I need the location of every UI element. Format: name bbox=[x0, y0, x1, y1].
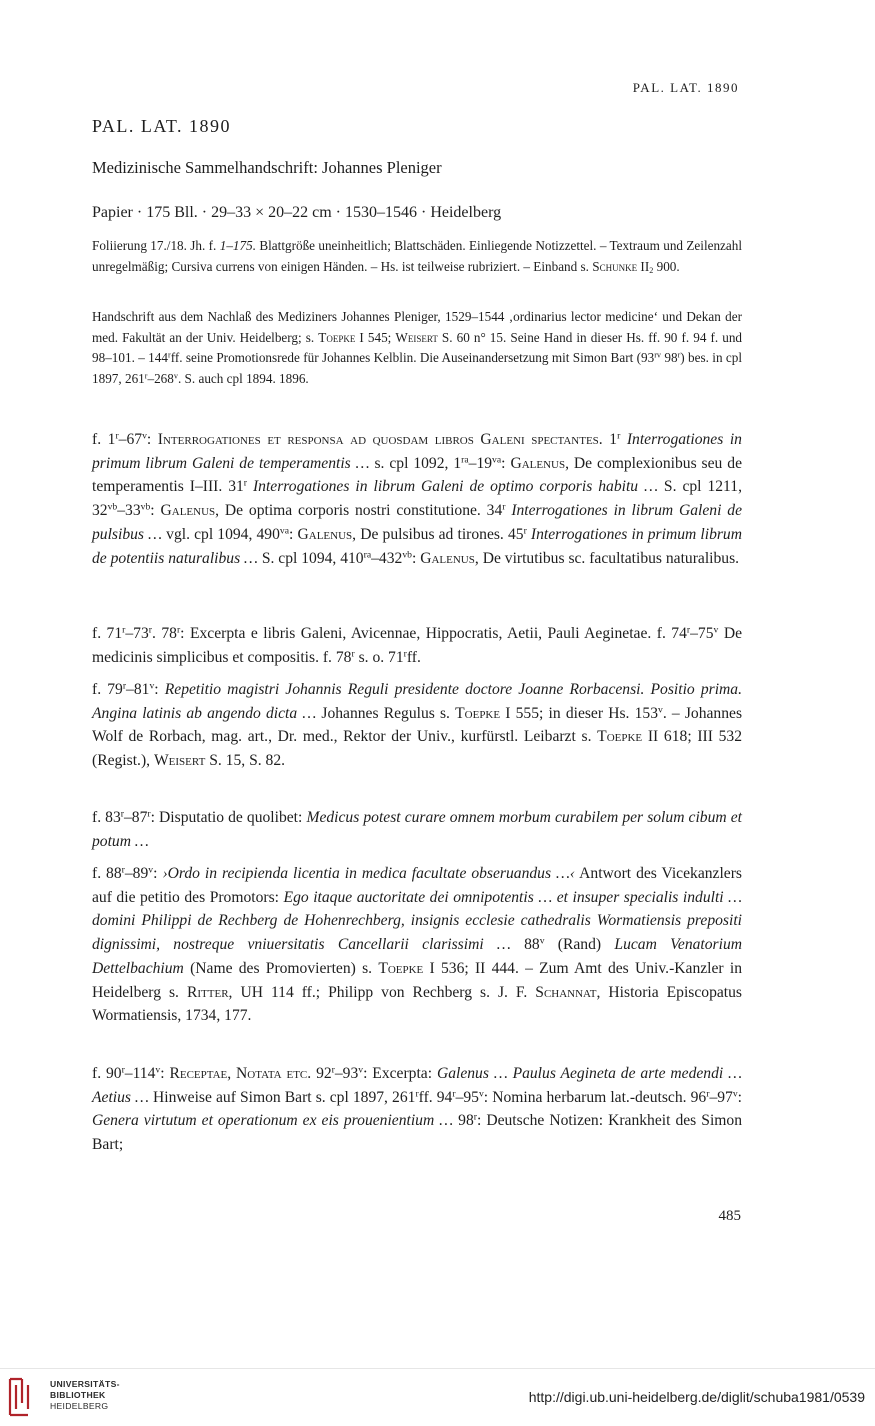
paragraph-entry-f90: f. 90$^r$–114$^v$: Receptae, Notata etc. 92$^r$–93$^v$: Excerpta: Galenus … Paulus Aegineta de arte medendi … Aetius … Hinweise auf Simon Bart s. cpl 1897, 261$^r$ff. 94$^r$–95$^v$: Nomina herbarum lat.-deutsch. 96$^r$–97$^v$: Genera virtutum et operationum ex eis prouenientium … 98$^r$: Deutsche Notizen: Krankheit des Simon Bart; bbox=[92, 1064, 742, 1154]
paragraph-codicology: Foliierung 17./18. Jh. f. 1–175. Blattgröße uneinheitlich; Blattschäden. Einliegende Notizzettel. – Textraum und Zeilenzahl unregelmäßig; Cursiva currens von einigen Händen. – Hs. ist teilweise rubriziert. – Einband s. Schunke $II_2$ 900. bbox=[92, 238, 743, 275]
source-url-link[interactable]: http://digi.ub.uni-heidelberg.de/diglit/schuba1981/0539 bbox=[528, 1389, 865, 1405]
manuscript-title: Medizinische Sammelhandschrift: Johannes Pleniger bbox=[92, 158, 442, 177]
paragraph-entry-f83: f. 83$^r$–87$^r$: Disputatio de quolibet: Medicus potest curare omnem morbum curabilem per solum cibum et potum … bbox=[92, 808, 742, 850]
library-footer bbox=[0, 1368, 875, 1426]
paragraph-entry-f1: f. 1$^r$–67$^v$: Interrogationes et responsa ad quosdam libros Galeni spectantes. 1$^r$ Interrogationes in primum librum Galeni de temperamentis … s. cpl 1092, $1^{ra}-19^{va}$: Galenus, De complexionibus seu de temperamentis I–III. 31$^r$ Interrogationes in librum Galeni de optimo corporis habitu … S. cpl 1211, $32^{vb}-33^{vb}$: Galenus, De optima corporis nostri constitutione. 34$^r$ Interrogationes in librum Galeni de pulsibus … vgl. cpl 1094, $490^{va}$: Galenus, De pulsibus ad tirones. 45$^r$ Interrogationes in primum librum de potentiis naturalibus … S. cpl 1094, $410^{ra}-432^{vb}$: Galenus, De virtutibus sc. facultatibus naturalibus. bbox=[92, 430, 742, 567]
library-logo-icon bbox=[6, 1375, 32, 1419]
logo-line-1: UNIVERSITÄTS- bbox=[50, 1379, 120, 1389]
running-head: PAL. LAT. 1890 bbox=[632, 80, 739, 95]
paragraph-provenance: Handschrift aus dem Nachlaß des Mediziners Johannes Pleniger, 1529–1544 ‚ordinarius lector medicine‘ und Dekan der med. Fakultät an der Univ. Heidelberg; s. Toepke I 545; Weisert S. 60 n° 15. Seine Hand in dieser Hs. ff. 90 f. 94 f. und 98–101. – 144$^r$ff. seine Promotionsrede für Johannes Kelblin. Die Auseinandersetzung mit Simon Bart ($93^{rv}$ 98$^r$) bes. in cpl 1897, 261$^r$–268$^v$. S. auch cpl 1894. 1896. bbox=[92, 309, 743, 386]
paragraph-entry-f79: f. 79$^r$–81$^v$: Repetitio magistri Johannis Reguli presidente doctore Joanne Rorbacensi. Positio prima. Angina latinis ab angendo dicta … Johannes Regulus s. Toepke I 555; in dieser Hs. 153$^v$. – Johannes Wolf de Rorbach, mag. art., Dr. med., Rektor der Univ., kurfürstl. Leibarzt s. Toepke II 618; III 532 (Regist.), Weisert S. 15, S. 82. bbox=[92, 680, 743, 770]
paragraph-entry-f71: f. 71$^r$–73$^r$. 78$^r$: Excerpta e libris Galeni, Avicennae, Hippocratis, Aetii, Pauli Aeginetae. f. 74$^r$–75$^v$ De medicinis simplicibus et compositis. f. 78$^r$ s. o. 71$^r$ff. bbox=[92, 624, 742, 666]
library-logo-text bbox=[50, 1379, 120, 1412]
paragraph-entry-f88: f. 88$^r$–89$^v$: ›Ordo in recipienda licentia in medica facultate obseruandus …‹ Antwort des Vicekanzlers auf die petitio des Promotors: Ego itaque auctoritate dei omnipotentis … et insuper specialis indulti … domini Philippi de Rechberg de Hohenrechberg, insignis ecclesie cathedralis Wormatiensis prepositi dignissimi, nostreque vniuersitatis Cancellarii clarissimi … 88$^v$ (Rand) Lucam Venatorium Dettelbachium (Name des Promovierten) s. Toepke I 536; II 444. – Zum Amt des Univ.-Kanzler in Heidelberg s. Ritter, UH 114 ff.; Philipp von Rechberg s. J. F. Schannat, Historia Episcopatus Wormatiensis, 1734, 177. bbox=[92, 864, 743, 1025]
page-number: 485 bbox=[718, 1208, 741, 1224]
physical-description: Papier · 175 Bll. · 29–33 × 20–22 cm · 1530–1546 · Heidelberg bbox=[92, 204, 502, 221]
logo-line-3: HEIDELBERG bbox=[50, 1401, 109, 1411]
logo-line-2: BIBLIOTHEK bbox=[50, 1390, 106, 1400]
shelfmark-heading: PAL. LAT. 1890 bbox=[92, 116, 232, 136]
